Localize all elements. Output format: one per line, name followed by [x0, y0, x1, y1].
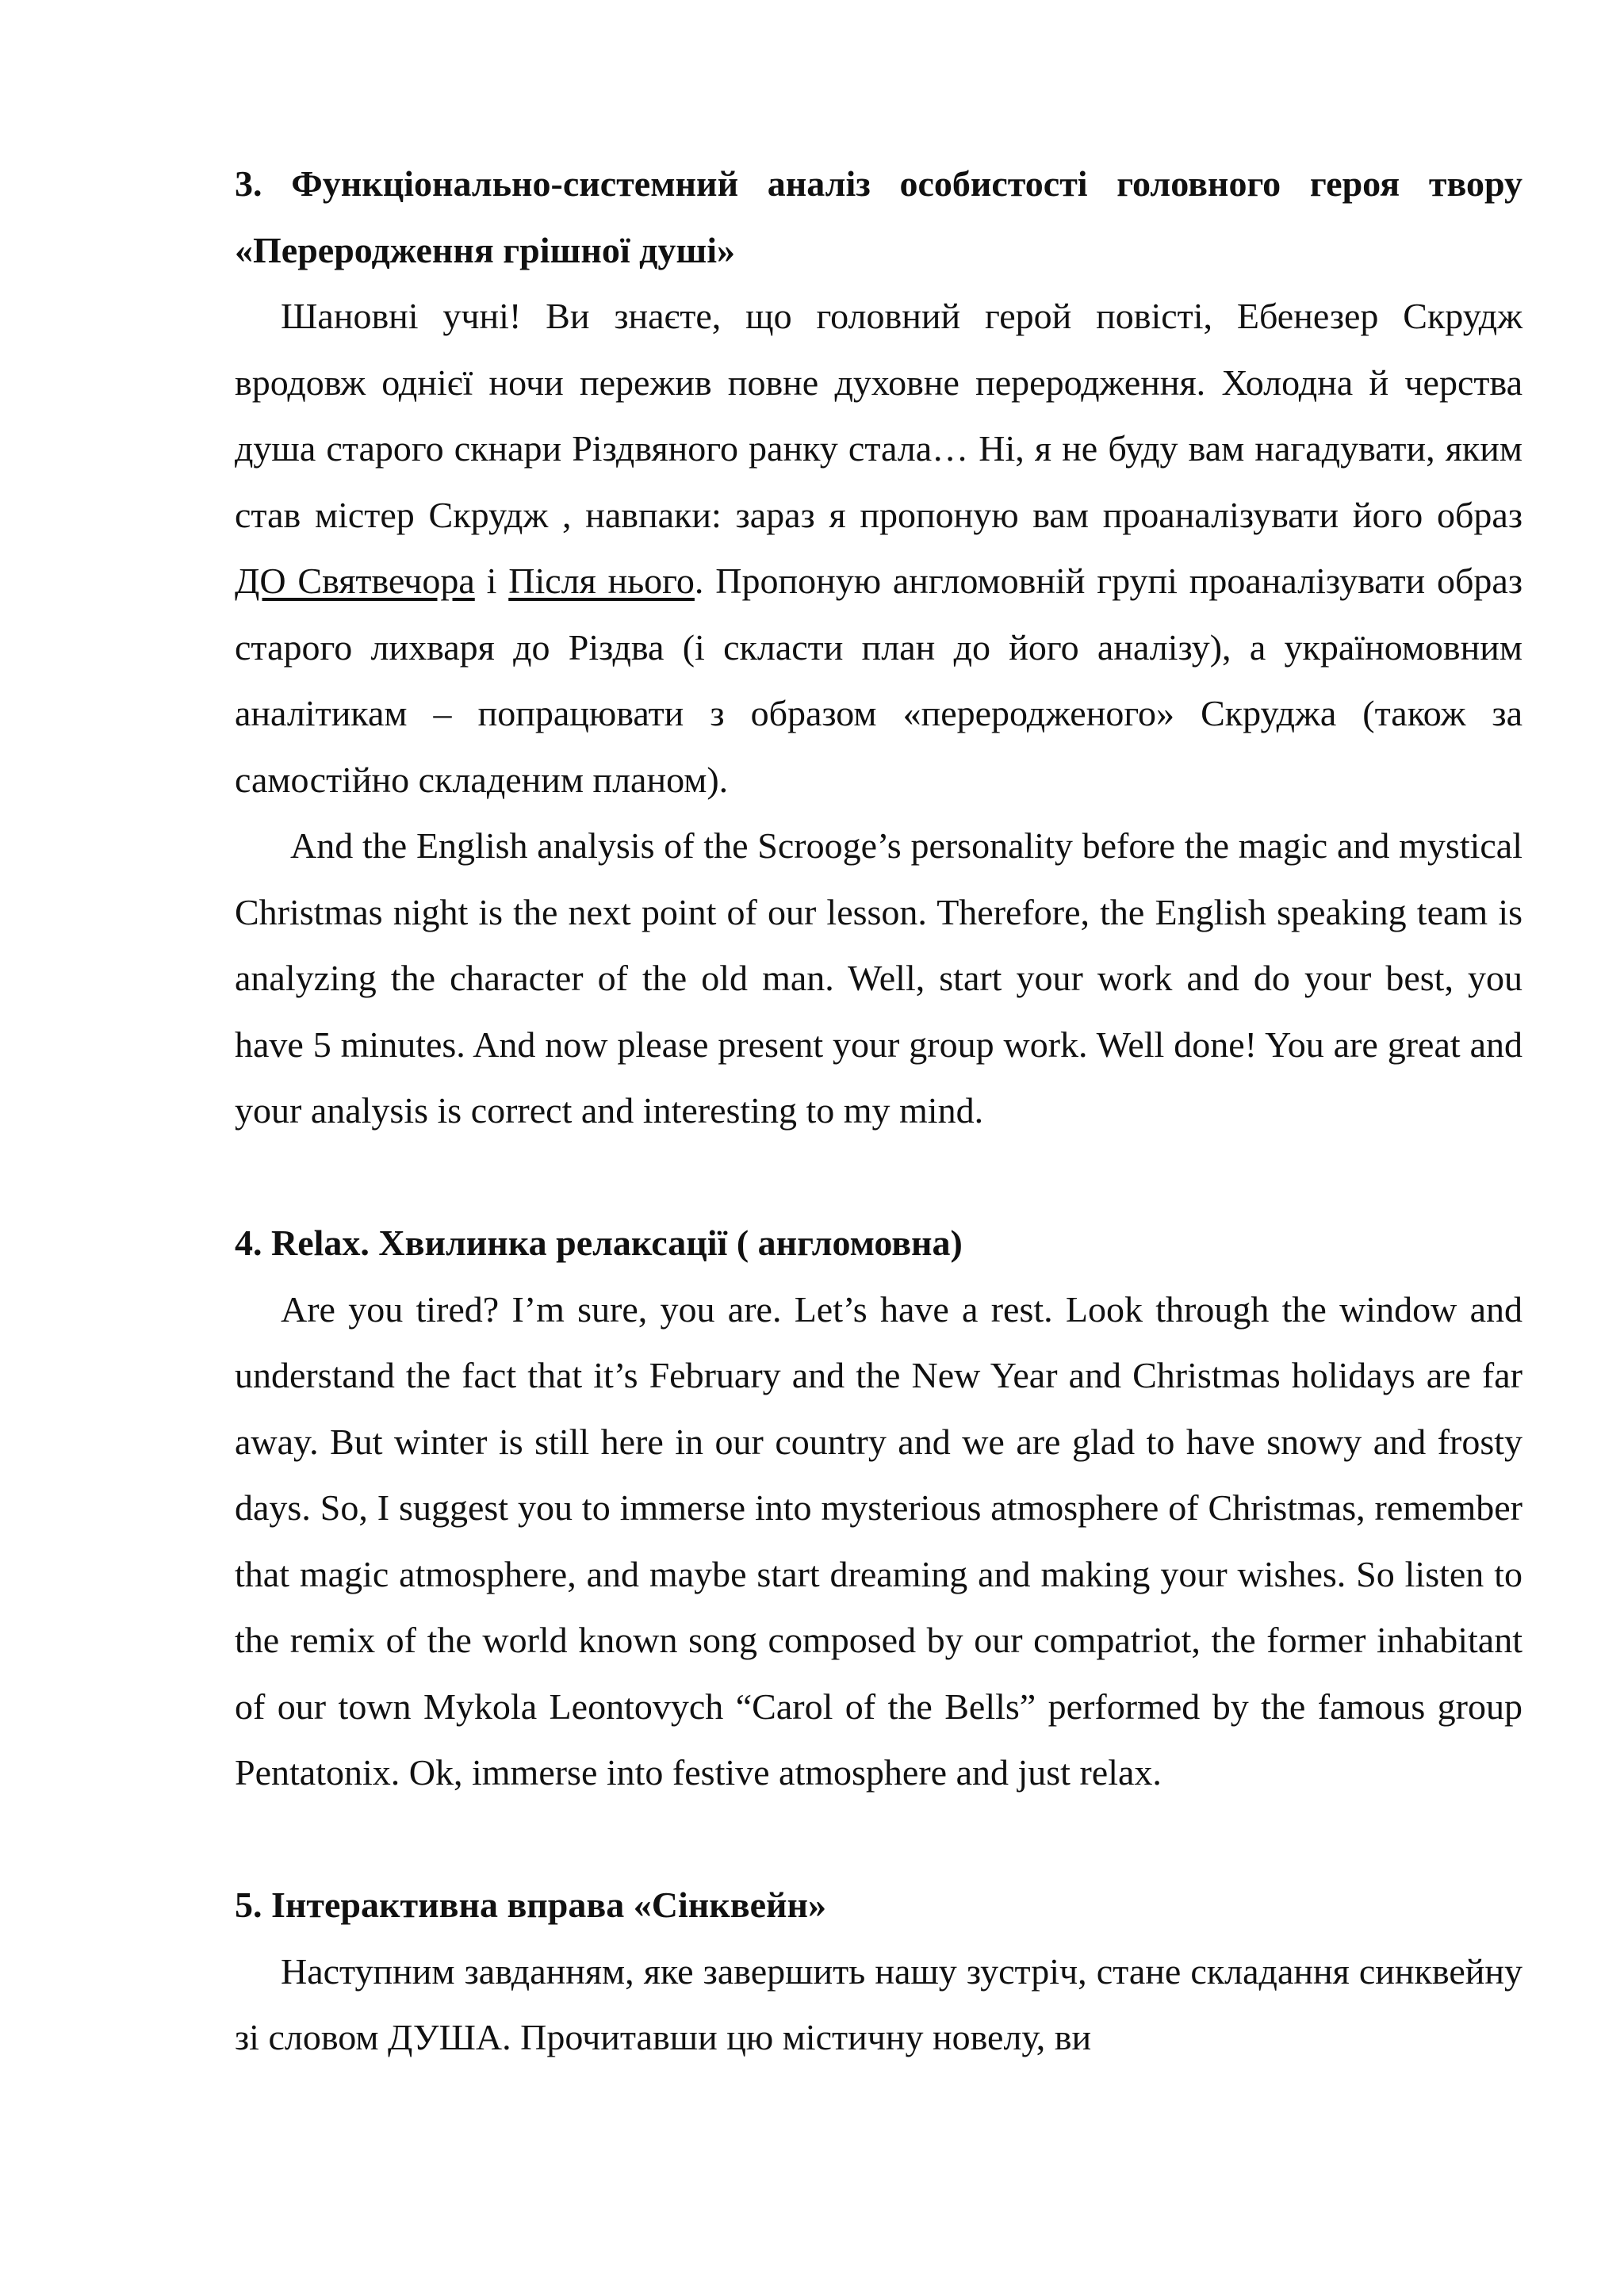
underlined-before-christmas-eve: ДО Святвечора [235, 561, 475, 601]
section-4 [235, 1210, 1522, 1806]
section-4-paragraph: Are you tired? I’m sure, you are. Let’s have a rest. Look through the window and understand the fact that it’s February and the New Year and Christmas holidays are far away. But winter is still here in our country and we are glad to have snowy and frosty days. So, I suggest you to immerse into mysterious atmosphere of Christmas, remember that magic atmosphere, and maybe start dreaming and making your wishes. So listen to the remix of the world known song composed by our compatriot, the former inhabitant of our town Mykola Leontovych “Carol of the Bells” performed by the famous group Pentatonix. Ok, immerse into festive atmosphere and just relax. [235, 1288, 1522, 1793]
section-3-text-part2: і [474, 561, 509, 601]
section-3-text-part3: . Пропоную англомовній групі проаналізувати образ старого лихваря до Різдва (і скласти план до його аналізу), а україномовним аналітикам – попрацювати з образом «переродженого» Скруджа (також за самостійно складеним планом). [235, 561, 1522, 800]
section-gap [235, 1806, 1522, 1873]
underlined-after-it: Після нього [508, 561, 695, 601]
section-3-paragraph-english: And the English analysis of the Scrooge’s personality before the magic and mystical Christmas night is the next point of our lesson. Therefore, the English speaking team is analyzing the character of the old man. Well, start your work and do your best, you have 5 minutes. And now please present your group work. Well done! You are great and your analysis is correct and interesting to my mind. [235, 825, 1522, 1131]
section-5-paragraph: Наступним завданням, яке завершить нашу зустріч, стане складання синквейну зі словом ДУША. Прочитавши цю містичну новелу, ви [235, 1950, 1522, 2057]
section-3-heading: 3. Функціонально-системний аналіз особистості головного героя твору «Переродження грішної душі» [235, 163, 1522, 270]
section-5 [235, 1872, 1522, 2071]
section-3-text-part1: Шановні учні! Ви знаєте, що головний герой повісті, Ебенезер Скрудж вродовж однієї ночи пережив повне духовне переродження. Холодна й черства душа старого скнари Різдвяного ранку стала… Ні, я не буду вам нагадувати, яким став містер Скрудж , навпаки: зараз я пропоную вам проаналізувати його образ [235, 296, 1522, 535]
section-4-heading: 4. Relax. Хвилинка релаксації ( англомовна) [235, 1223, 963, 1263]
section-gap [235, 1144, 1522, 1211]
section-5-heading: 5. Інтерактивна вправа «Сінквейн» [235, 1885, 826, 1925]
section-3 [235, 151, 1522, 1144]
section-3-paragraph-ukrainian [235, 283, 1522, 813]
document-page [235, 151, 1522, 2071]
